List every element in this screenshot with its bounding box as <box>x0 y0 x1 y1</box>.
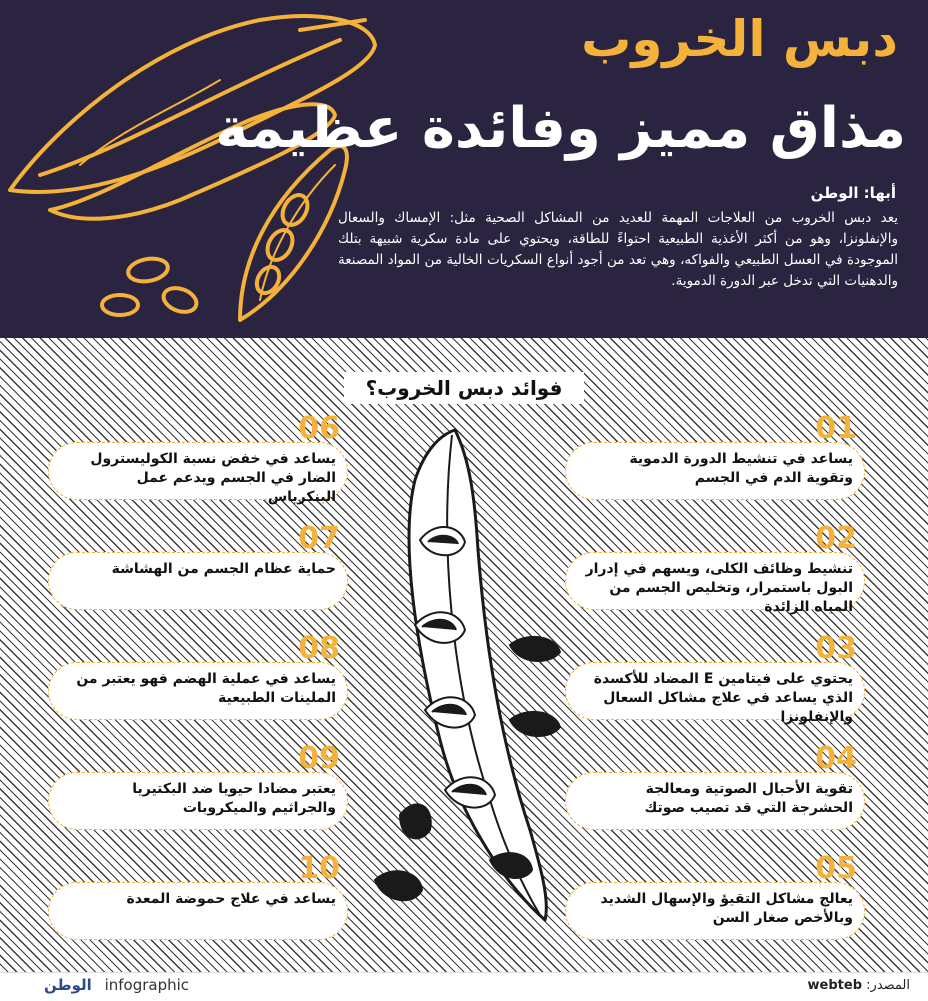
benefit-number: 02 <box>815 521 857 556</box>
source-label: المصدر: <box>866 978 910 993</box>
benefit-number: 09 <box>298 741 340 776</box>
benefit-text: يساعد في عملية الهضم فهو يعتبر من الملينات الطبيعية <box>76 671 336 706</box>
carob-pod-illustration <box>360 420 570 930</box>
section-title: فوائد دبس الخروب؟ <box>344 372 584 404</box>
main-title: دبس الخروب <box>581 10 898 68</box>
benefit-text: تقوية الأحبال الصوتية ومعالجة الحشرجة التي قد تصيب صوتك <box>644 781 853 816</box>
benefit-text: يعالج مشاكل التقيؤ والإسهال الشديد وبالأخص صغار السن <box>600 891 853 926</box>
brand <box>44 976 189 994</box>
benefit-text: يساعد في علاج حموضة المعدة <box>126 891 336 907</box>
source-value: webteb <box>807 978 863 993</box>
source-credit <box>808 978 910 993</box>
brand-logo: الوطن <box>44 976 92 994</box>
benefit-number: 04 <box>815 741 857 776</box>
benefit-number: 08 <box>298 631 340 666</box>
benefit-text: يساعد في تنشيط الدورة الدموية وتقوية الدم في الجسم <box>629 451 853 486</box>
brand-text: infographic <box>104 976 190 994</box>
benefit-text: تنشيط وظائف الكلى، ويسهم في إدرار البول باستمرار، وتخليص الجسم من المياه الزائدة <box>585 561 853 615</box>
benefit-number: 06 <box>298 411 340 446</box>
intro-paragraph: يعد دبس الخروب من العلاجات المهمة للعديد من المشاكل الصحية مثل: الإمساك والسعال والإنفلونزا، وهو من أكثر الأغذية الطبيعية احتواءً للطاقة، ويحتوي على مادة سكرية شبيهة بتلك الموجودة في العسل الطبيعي والفواكه، وهي تعد من أجود أنواع السكريات الخالية من المواد المصنعة والدهنيات التي تدخل عبر الدورة الدموية. <box>338 210 898 289</box>
benefit-text: حماية عظام الجسم من الهشاشة <box>111 561 336 577</box>
header-banner <box>0 0 928 338</box>
benefit-number: 03 <box>815 631 857 666</box>
benefit-text: يساعد في خفض نسبة الكوليسترول الضار في الجسم ويدعم عمل البنكرياس <box>90 451 336 505</box>
benefit-number: 07 <box>298 521 340 556</box>
byline: أبها: الوطن <box>810 184 896 202</box>
benefit-number: 10 <box>298 851 340 886</box>
subtitle: مذاق مميز وفائدة عظيمة <box>215 96 906 161</box>
benefit-text: يحتوي على فيتامين E المضاد للأكسدة الذي يساعد في علاج مشاكل السعال والإنفلونزا <box>593 671 853 725</box>
benefit-number: 05 <box>815 851 857 886</box>
footer <box>0 972 928 1001</box>
benefit-number: 01 <box>815 411 857 446</box>
benefit-text: يعتبر مضادا حيويا ضد البكتيريا والجراثيم والميكروبات <box>132 781 336 816</box>
